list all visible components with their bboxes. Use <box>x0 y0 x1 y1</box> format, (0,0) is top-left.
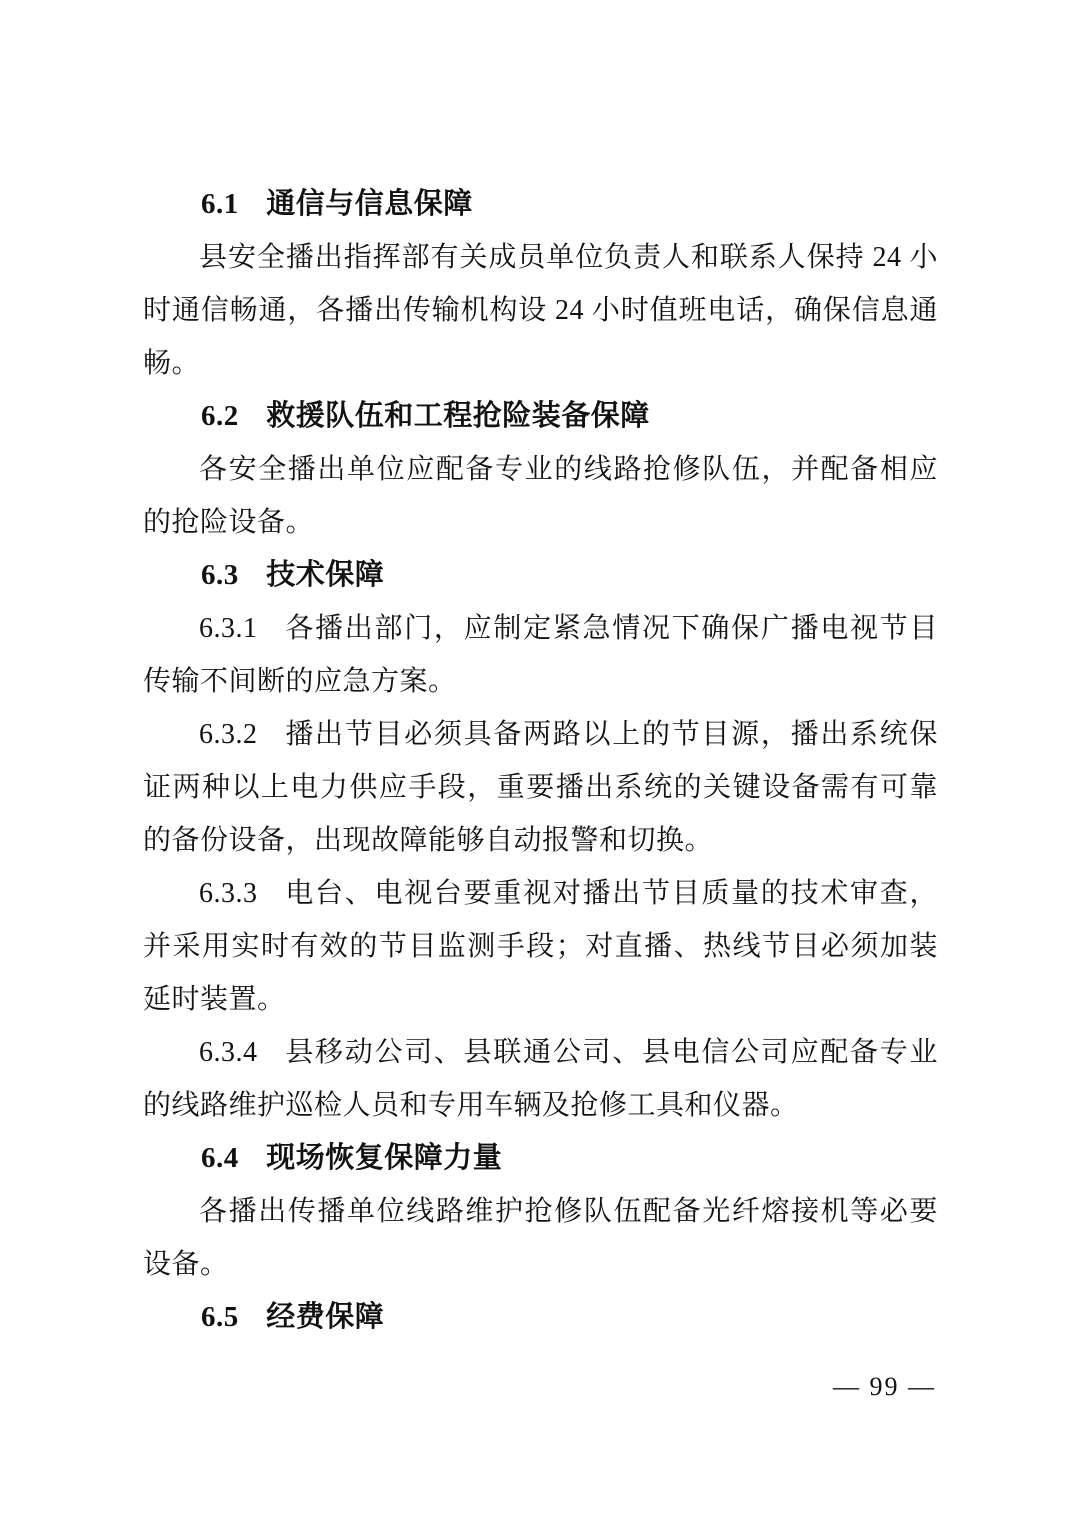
page-number: — 99 — <box>833 1372 936 1401</box>
clause-number: 6.3.4 <box>199 1037 258 1068</box>
section-heading-6-5 <box>143 1291 938 1344</box>
paragraph <box>143 443 938 549</box>
section-number: 6.5 <box>201 1301 239 1333</box>
paragraph-text: 县移动公司、县联通公司、县电信公司应配备专业的线路维护巡检人员和专用车辆及抢修工具和仪器。 <box>143 1037 938 1121</box>
section-heading-6-4 <box>143 1132 938 1185</box>
clause-number: 6.3.2 <box>199 719 258 750</box>
section-title: 现场恢复保障力量 <box>266 1142 503 1174</box>
document-body <box>143 178 938 1344</box>
paragraph-text: 各安全播出单位应配备专业的线路抢修队伍，并配备相应的抢险设备。 <box>143 454 938 538</box>
paragraph-text: 电台、电视台要重视对播出节目质量的技术审查，并采用实时有效的节目监测手段；对直播、热线节目必须加装延时装置。 <box>143 878 938 1015</box>
section-heading-6-3 <box>143 549 938 602</box>
section-title: 通信与信息保障 <box>266 188 473 220</box>
paragraph-6-3-4 <box>143 1026 938 1132</box>
paragraph-6-3-2 <box>143 708 938 867</box>
paragraph-text: 各播出部门，应制定紧急情况下确保广播电视节目传输不间断的应急方案。 <box>143 613 938 697</box>
paragraph-6-3-1 <box>143 602 938 708</box>
section-heading-6-1 <box>143 178 938 231</box>
section-number: 6.4 <box>201 1142 239 1174</box>
section-heading-6-2 <box>143 390 938 443</box>
paragraph-text: 各播出传播单位线路维护抢修队伍配备光纤熔接机等必要设备。 <box>143 1196 938 1280</box>
section-number: 6.2 <box>201 400 239 432</box>
section-title: 经费保障 <box>266 1301 385 1333</box>
section-number: 6.3 <box>201 559 239 591</box>
section-number: 6.1 <box>201 188 239 220</box>
section-title: 技术保障 <box>266 559 385 591</box>
paragraph-6-3-3 <box>143 867 938 1026</box>
paragraph <box>143 231 938 390</box>
paragraph <box>143 1185 938 1291</box>
paragraph-text: 县安全播出指挥部有关成员单位负责人和联系人保持 24 小时通信畅通，各播出传输机构设 24 小时值班电话，确保信息通畅。 <box>143 242 938 379</box>
section-title: 救援队伍和工程抢险装备保障 <box>266 400 650 432</box>
paragraph-text: 播出节目必须具备两路以上的节目源，播出系统保证两种以上电力供应手段，重要播出系统的关键设备需有可靠的备份设备，出现故障能够自动报警和切换。 <box>143 719 938 856</box>
clause-number: 6.3.3 <box>199 878 258 909</box>
clause-number: 6.3.1 <box>199 613 258 644</box>
